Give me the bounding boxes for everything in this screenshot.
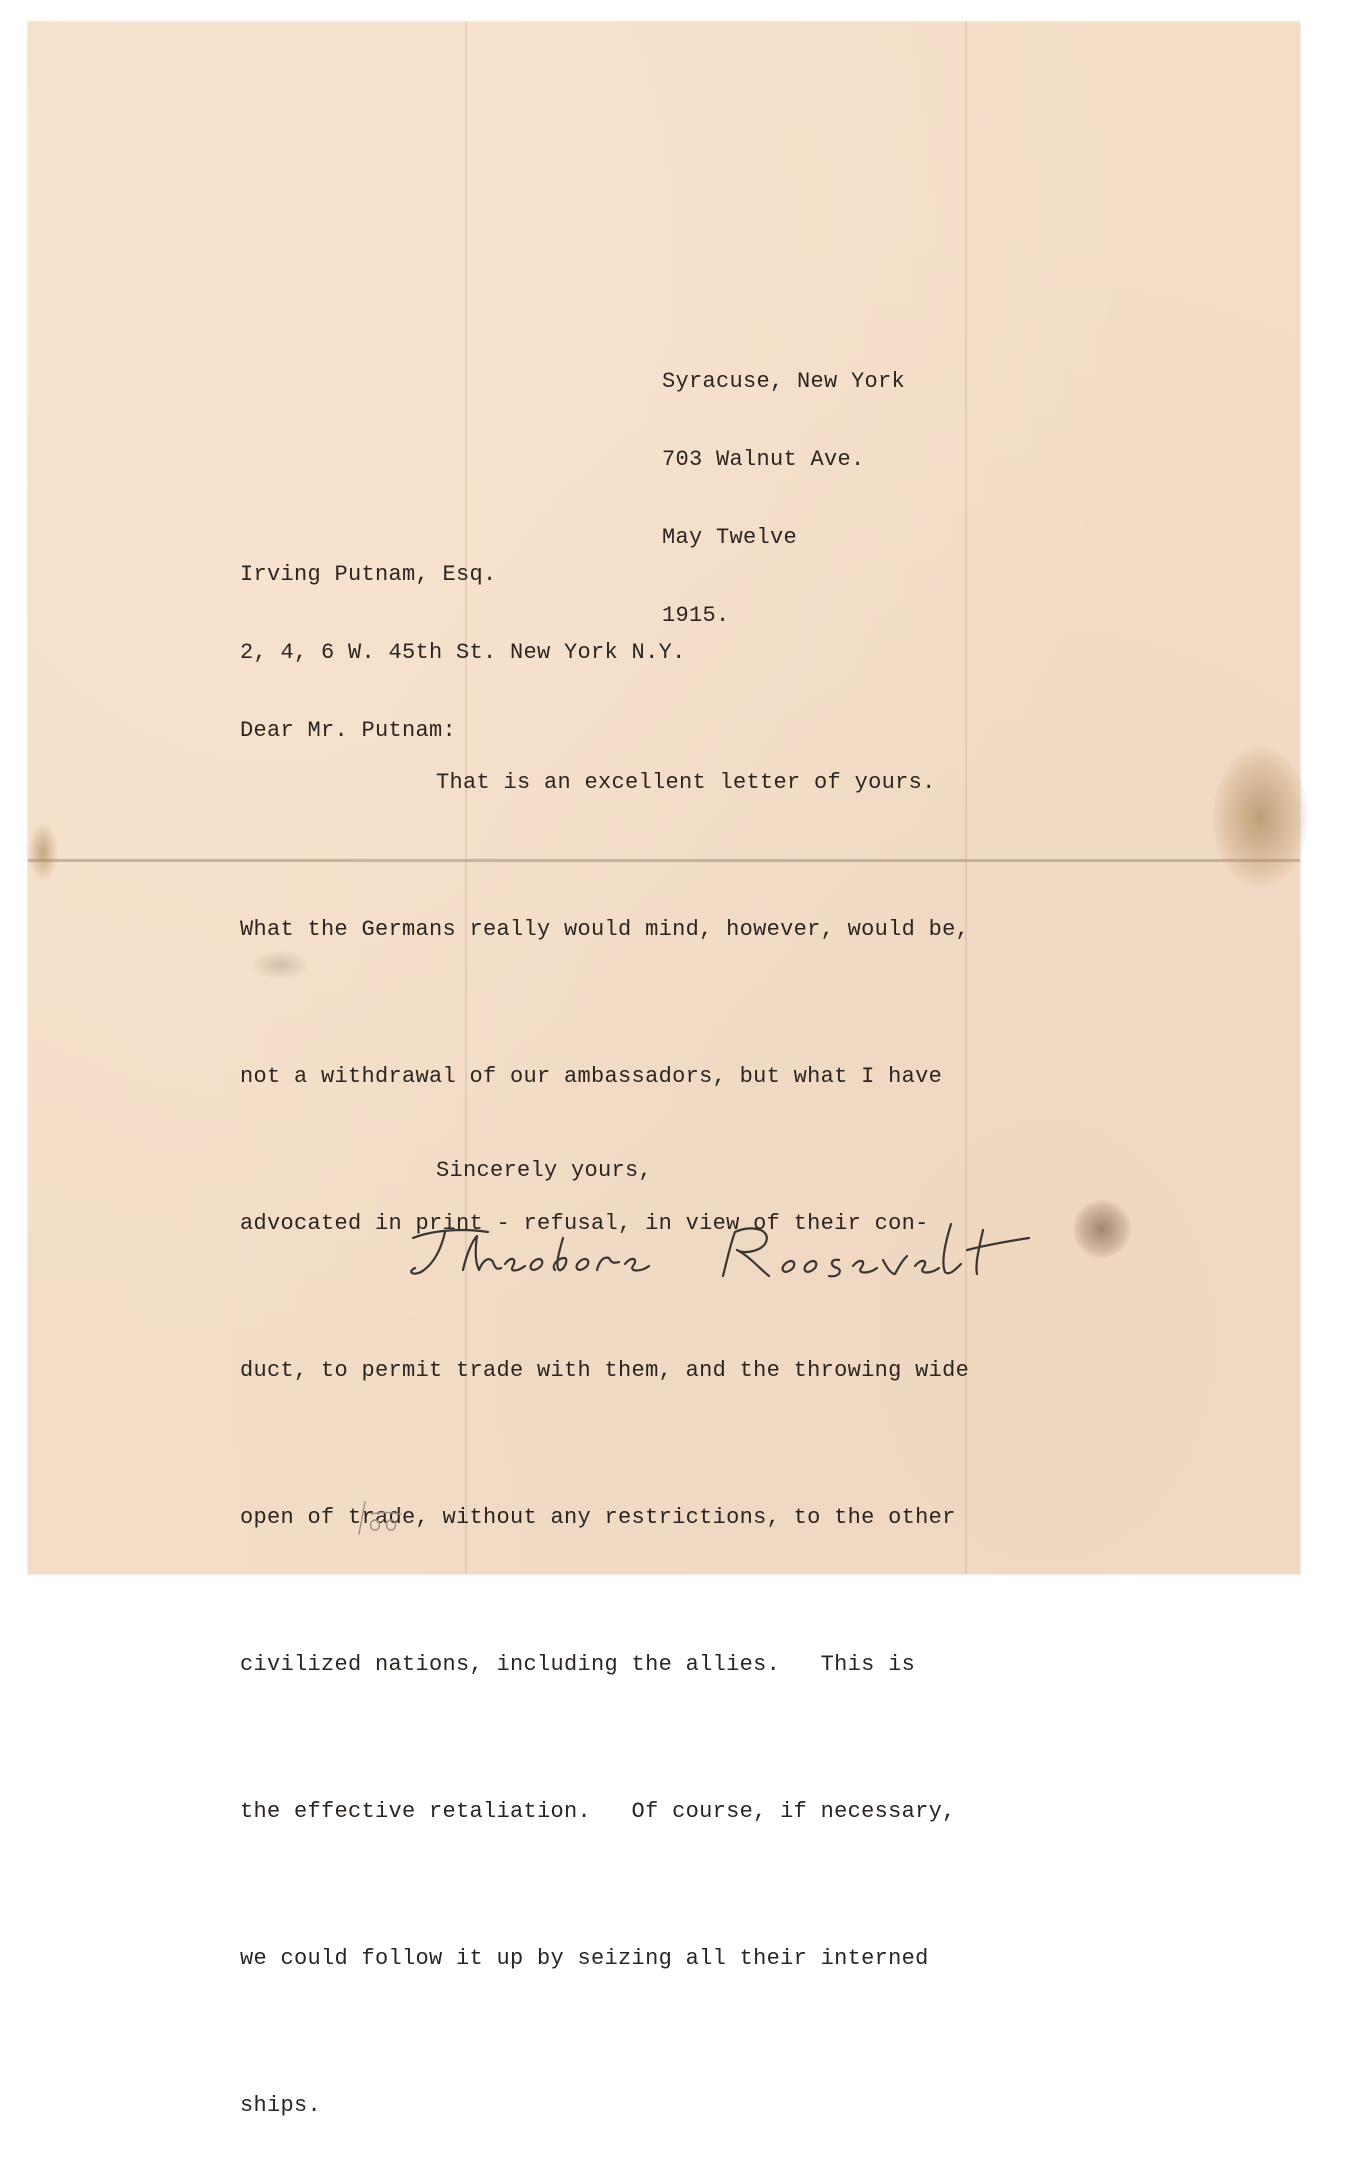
letter-heading [662,317,905,655]
edge-stain-left [28,822,58,882]
water-stain-right [1213,747,1308,887]
pencil-notation [355,1490,415,1540]
letter-body [240,660,969,2179]
heading-year: 1915. [662,603,730,628]
recipient-address: 2, 4, 6 W. 45th St. New York N.Y. [240,640,686,665]
heading-city: Syracuse, New York [662,369,906,394]
recipient-name: Irving Putnam, Esq. [240,562,497,587]
body-line: not a withdrawal of our ambassadors, but what I have [240,1064,943,1089]
body-line: That is an excellent letter of yours. [436,770,936,795]
closing: Sincerely yours, [436,1158,653,1183]
body-line: the effective retaliation. Of course, if necessary, [240,1799,956,1824]
body-line: duct, to permit trade with them, and the throwing wide [240,1358,970,1383]
heading-date: May Twelve [662,525,798,550]
body-line: open of trade, without any restrictions, to the other [240,1505,956,1530]
ink-spot [1073,1200,1131,1258]
body-line: What the Germans really would mind, however, would be, [240,917,970,942]
salutation: Dear Mr. Putnam: [240,718,457,743]
body-line: ships. [240,2093,322,2118]
handwritten-signature [393,1190,1053,1300]
body-line: civilized nations, including the allies. This is [240,1652,916,1677]
body-line: advocated in print - refusal, in view of their con- [240,1211,929,1236]
heading-street: 703 Walnut Ave. [662,447,865,472]
body-line: we could follow it up by seizing all their interned [240,1946,929,1971]
